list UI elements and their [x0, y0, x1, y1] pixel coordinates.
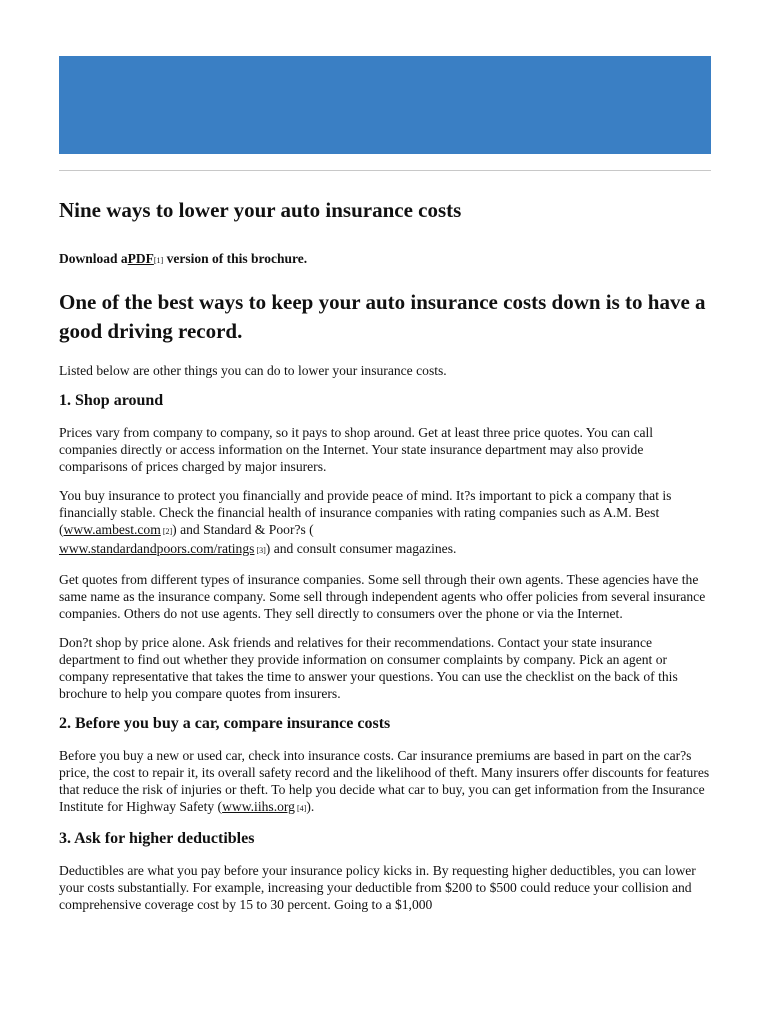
s1-p2-text-a: You buy insurance to protect you financially and provide peace of mind. It?s important to pick a company that is financially stable. Check the financial health of insurance companies with rating companies such as A.M. Best ( — [59, 488, 672, 537]
s2-p1-text-b: ). — [306, 799, 315, 814]
ref-3: [3] — [254, 546, 266, 555]
section-1-paragraph-2 — [59, 487, 711, 559]
iihs-link[interactable]: www.iihs.org — [222, 799, 295, 814]
s1-p2-text-c: ) and consult consumer magazines. — [265, 541, 457, 556]
intro-paragraph: Listed below are other things you can do to lower your insurance costs. — [59, 363, 447, 378]
page-title: Nine ways to lower your auto insurance costs — [59, 198, 462, 222]
download-prefix: Download a — [59, 251, 128, 266]
section-2-heading: 2. Before you buy a car, compare insurance costs — [59, 715, 391, 732]
ref-1: [1] — [153, 256, 164, 265]
s1-p2-text-b: ) and Standard & Poor?s ( — [172, 522, 314, 537]
ambest-link[interactable]: www.ambest.com — [63, 522, 161, 537]
section-1-paragraph-4: Don?t shop by price alone. Ask friends and relatives for their recommendations. Contact your state insurance department to find out whether they provide information on consumer complaints by company. Pick an agent or company representative that takes the time to answer your questions. You can use the checklist on the back of this brochure to help you compare quotes from insurers. — [59, 635, 678, 701]
section-1-heading: 1. Shop around — [59, 392, 164, 409]
lead-heading: One of the best ways to keep your auto insurance costs down is to have a good driving record. — [59, 290, 706, 343]
ref-4: [4] — [294, 804, 307, 813]
s2-p1-text-a: Before you buy a new or used car, check into insurance costs. Car insurance premiums are based in part on the car?s price, the cost to repair it, its overall safety record and the likelihood of theft. Many insurers offer discounts for features that reduce the risk of injuries or theft. To help you decide what car to buy, you can get information from the Insurance Institute for Highway Safety ( — [59, 748, 710, 814]
header-divider — [59, 170, 711, 171]
standardandpoors-link[interactable]: www.standardandpoors.com/ratings — [59, 541, 255, 556]
header-banner — [59, 56, 711, 154]
section-1-paragraph-1: Prices vary from company to company, so it pays to shop around. Get at least three price quotes. You can call companies directly or access information on the Internet. Your state insurance department may also provide comparisons of prices charged by major insurers. — [59, 425, 654, 474]
section-3-heading: 3. Ask for higher deductibles — [59, 830, 255, 847]
download-line — [59, 250, 711, 270]
section-2-paragraph-1 — [59, 747, 711, 817]
download-suffix: version of this brochure. — [163, 251, 308, 266]
ref-2: [2] — [160, 527, 173, 536]
document-body — [59, 196, 711, 925]
section-1-paragraph-3: Get quotes from different types of insurance companies. Some sell through their own agents. These agencies have the same name as the insurance company. Some sell through independent agents who offer policies from several insurance companies. Others do not use agents. They sell directly to consumers over the phone or via the Internet. — [59, 572, 706, 621]
section-3-paragraph-1: Deductibles are what you pay before your insurance policy kicks in. By requesting higher deductibles, you can lower your costs substantially. For example, increasing your deductible from $200 to $500 could reduce your collision and comprehensive coverage cost by 15 to 30 percent. Going to a $1,000 — [59, 863, 696, 912]
pdf-link[interactable]: PDF — [127, 251, 154, 266]
